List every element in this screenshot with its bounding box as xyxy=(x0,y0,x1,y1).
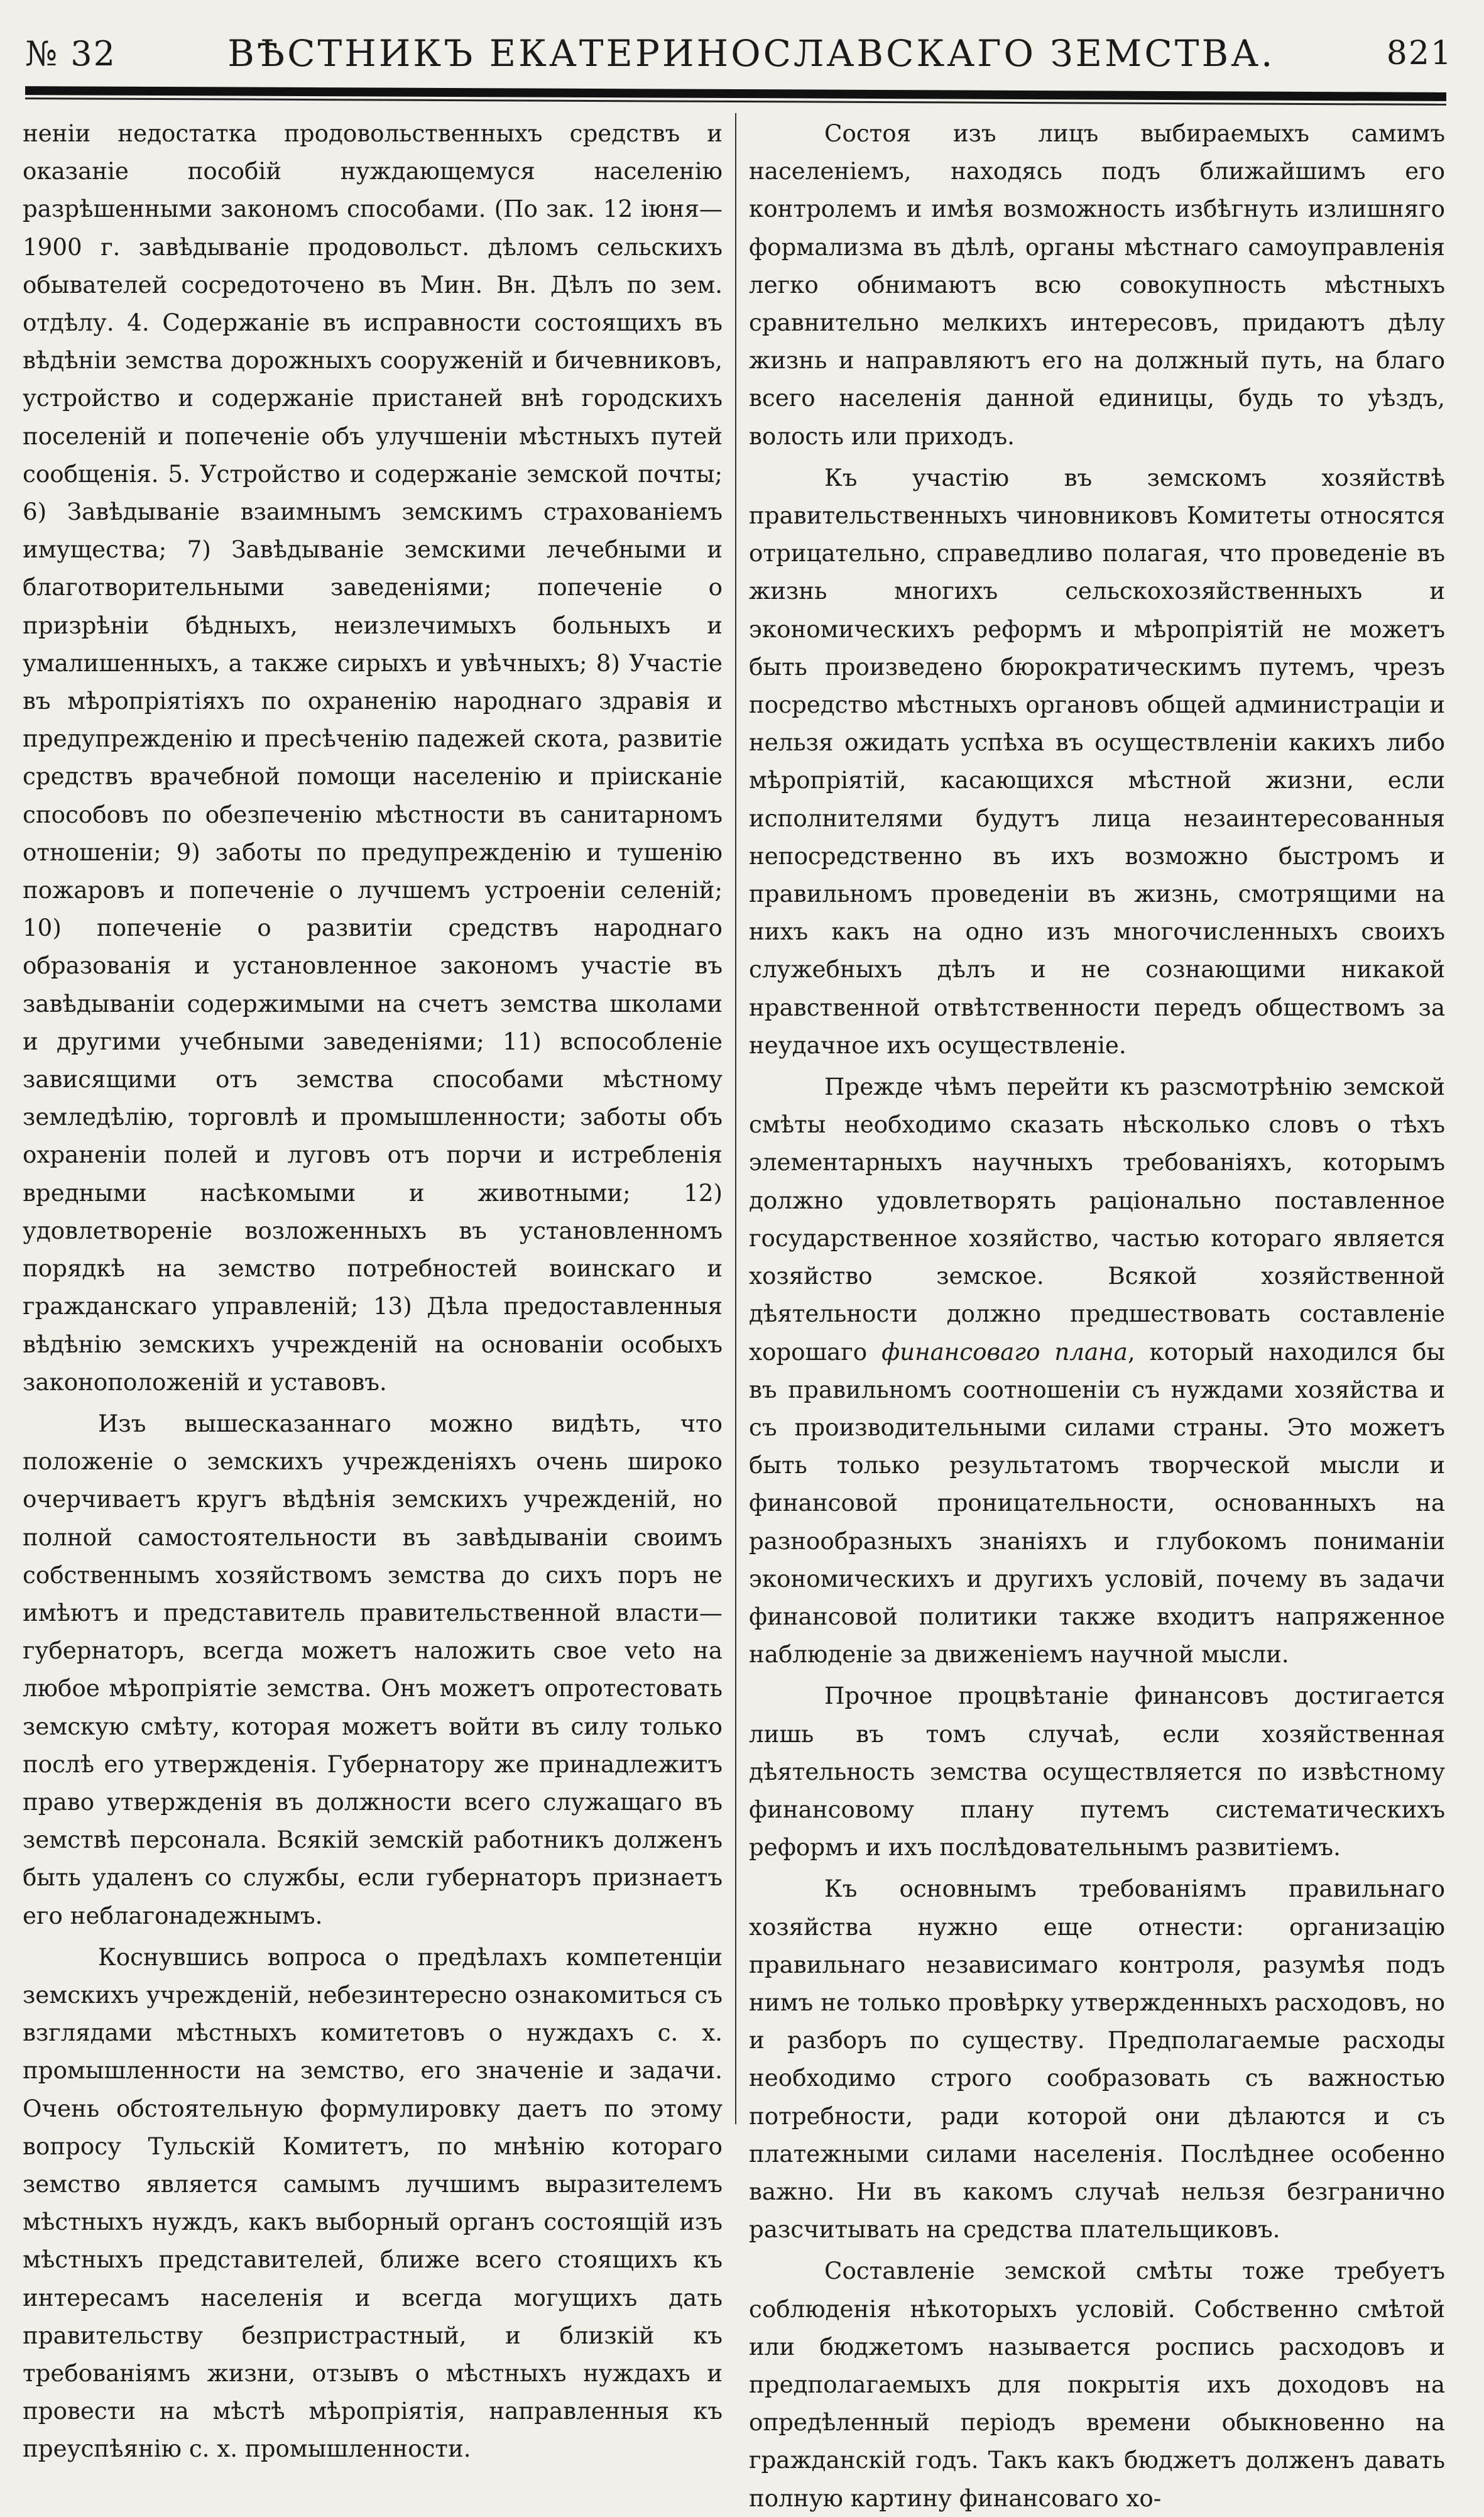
right-paragraph-3-end: , который находился бы въ правильномъ соотношеніи съ нуждами хозяйства и съ производительными силами страны. Это можетъ быть только результатомъ творческой мысли и финансовой проницательности, основанныхъ на разнообразныхъ знаніяхъ и глубокомъ пониманіи экономическихъ и другихъ условій, почему въ задачи финансовой политики также входитъ напряженное наблюденіе за движеніемъ научной мысли. xyxy=(749,1337,1445,1669)
left-column xyxy=(23,114,723,2463)
publication-title: ВѢСТНИКЪ ЕКАТЕРИНОСЛАВСКАГО ЗЕМСТВА. xyxy=(227,32,1275,75)
financial-plan-emphasis: финансоваго плана xyxy=(881,1337,1128,1366)
right-column xyxy=(749,114,1445,2512)
left-paragraph-1: неніи недостатка продовольственныхъ средствъ и оказаніе пособій нуждающемуся населенію разрѣшенными закономъ способами. (По зак. 12 іюня—1900 г. завѣдываніе продовольст. дѣломъ сельскихъ обывателей сосредоточено въ Мин. Вн. Дѣлъ по зем. отдѣлу. 4. Содержаніе въ исправности состоящихъ въ вѣдѣніи земства дорожныхъ сооруженій и бичевниковъ, устройство и содержаніе пристаней внѣ городскихъ поселеній и попеченіе объ улучшеніи мѣстныхъ путей сообщенія. 5. Устройство и содержаніе земской почты; 6) Завѣдываніе взаимнымъ земскимъ страхованіемъ имущества; 7) Завѣдываніе земскими лечебными и благотворительными заведеніями; попеченіе о призрѣніи бѣдныхъ, неизлечимыхъ больныхъ и умалишенныхъ, а также сирыхъ и увѣчныхъ; 8) Участіе въ мѣропріятіяхъ по охраненію народнаго здравія и предупрежденію и пресѣченію падежей скота, развитіе средствъ врачебной помощи населенію и пріисканіе способовъ по обезпеченію мѣстности въ санитарномъ отношеніи; 9) заботы по предупрежденію и тушенію пожаровъ и попеченіе о лучшемъ устроеніи селеній; 10) попеченіе о развитіи средствъ народнаго образованія и установленное закономъ участіе въ завѣдываніи содержимыми на счетъ земства школами и другими учебными заведеніями; 11) вспособленіе зависящими отъ земства способами мѣстному земледѣлію, торговлѣ и промышленности; заботы объ охраненіи полей и луговъ отъ порчи и истребленія вредными насѣкомыми и животными; 12) удовлетвореніе возложенныхъ въ установленномъ порядкѣ на земство потребностей воинскаго и гражданскаго управленій; 13) Дѣла предоставленныя вѣдѣнію земскихъ учрежденій на основаніи особыхъ законоположеній и уставовъ. xyxy=(23,119,723,1396)
right-paragraph-2: Къ участію въ земскомъ хозяйствѣ правительственныхъ чиновниковъ Комитеты относятся отрицательно, справедливо полагая, что проведеніе въ жизнь многихъ сельскохозяйственныхъ и экономическихъ реформъ и мѣропріятій не можетъ быть произведено бюрократическимъ путемъ, чрезъ посредство мѣстныхъ органовъ общей администраціи и нельзя ожидать успѣха въ осуществленіи какихъ либо мѣропріятій, касающихся мѣстной жизни, если исполнителями будутъ лица незаинтересованныя непосредственно въ ихъ возможно быстромъ и правильномъ проведеніи въ жизнь, смотрящими на нихъ какъ на одно изъ многочисленныхъ своихъ служебныхъ дѣлъ и не сознающими никакой нравственной отвѣтственности передъ обществомъ за неудачное ихъ осуществленіе. xyxy=(749,463,1445,1059)
column-divider xyxy=(735,113,736,2124)
issue-number: № 32 xyxy=(25,33,116,74)
left-paragraph-3: Коснувшись вопроса о предѣлахъ компетенціи земскихъ учрежденій, небезинтересно ознакомиться съ взглядами мѣстныхъ комитетовъ о нуждахъ с. х. промышленности на земство, его значеніе и задачи. Очень обстоятельную формулировку даетъ по этому вопросу Тульскій Комитетъ, по мнѣнію котораго земство является самымъ лучшимъ выразителемъ мѣстныхъ нуждъ, какъ выборный органъ состоящій изъ мѣстныхъ представителей, ближе всего стоящихъ къ интересамъ населенія и всегда могущихъ дать правительству безпристрастный, и близкій къ требованіямъ жизни, отзывъ о мѣстныхъ нуждахъ и провести на мѣстѣ мѣропріятія, направленныя къ преуспѣянію с. х. промышленности. xyxy=(23,1943,723,2463)
page-header xyxy=(25,25,1453,82)
right-paragraph-3-start: Прежде чѣмъ перейти къ разсмотрѣнію земской смѣты необходимо сказать нѣсколько словъ о тѣхъ элементарныхъ научныхъ требованіяхъ, которымъ должно удовлетворять раціонально поставленное государственное хозяйство, частью котораго является хозяйство земское. Всякой хозяйственной дѣятельности должно предшествовать составленіе хорошаго xyxy=(749,1073,1445,1366)
right-paragraph-4: Прочное процвѣтаніе финансовъ достигается лишь въ томъ случаѣ, если хозяйственная дѣятельность земства осуществляется по извѣстному финансовому плану путемъ систематическихъ реформъ и ихъ послѣдовательнымъ развитіемъ. xyxy=(749,1682,1445,1862)
right-paragraph-3 xyxy=(749,1068,1445,1673)
right-paragraph-5: Къ основнымъ требованіямъ правильнаго хозяйства нужно еще отнести: организацію правильнаго независимаго контроля, разумѣя подъ нимъ не только провѣрку утвержденныхъ расходовъ, но и разборъ по существу. Предполагаемые расходы необходимо строго сообразовать съ важностью потребности, ради которой они дѣлаются и съ платежными силами населенія. Послѣднее особенно важно. Ни въ какомъ случаѣ нельзя безгранично разсчитывать на средства плательщиковъ. xyxy=(749,1875,1445,2244)
right-paragraph-1: Состоя изъ лицъ выбираемыхъ самимъ населеніемъ, находясь подъ ближайшимъ его контролемъ и имѣя возможность избѣгнуть излишняго формализма въ дѣлѣ, органы мѣстнаго самоуправленія легко обнимаютъ всю совокупность мѣстныхъ сравнительно мелкихъ интересовъ, придаютъ дѣлу жизнь и направляютъ его на должный путь, на благо всего населенія данной единицы, будь то уѣздъ, волость или приходъ. xyxy=(749,119,1445,450)
page-number: 821 xyxy=(1386,35,1453,72)
left-paragraph-2: Изъ вышесказаннаго можно видѣть, что положеніе о земскихъ учрежденіяхъ очень широко очерчиваетъ кругъ вѣдѣнія земскихъ учрежденій, но полной самостоятельности въ завѣдываніи своимъ собственнымъ хозяйствомъ земства до сихъ поръ не имѣютъ и представитель правительственной власти—губернаторъ, всегда можетъ наложить свое veto на любое мѣропріятіе земства. Онъ можетъ опротестовать земскую смѣту, которая можетъ войти въ силу только послѣ его утвержденія. Губернатору же принадлежитъ право утвержденія въ должности всего служащаго въ земствѣ персонала. Всякій земскій работникъ долженъ быть удаленъ со службы, если губернаторъ признаетъ его неблагонадежнымъ. xyxy=(23,1409,723,1929)
right-paragraph-6: Составленіе земской смѣты тоже требуетъ соблюденія нѣкоторыхъ условій. Собственно смѣтой или бюджетомъ называется роспись расходовъ и предполагаемыхъ для покрытія ихъ доходовъ на опредѣленный періодъ времени обыкновенно на гражданскій годъ. Такъ какъ бюджетъ долженъ давать полную картину финансоваго хо- xyxy=(749,2257,1445,2512)
